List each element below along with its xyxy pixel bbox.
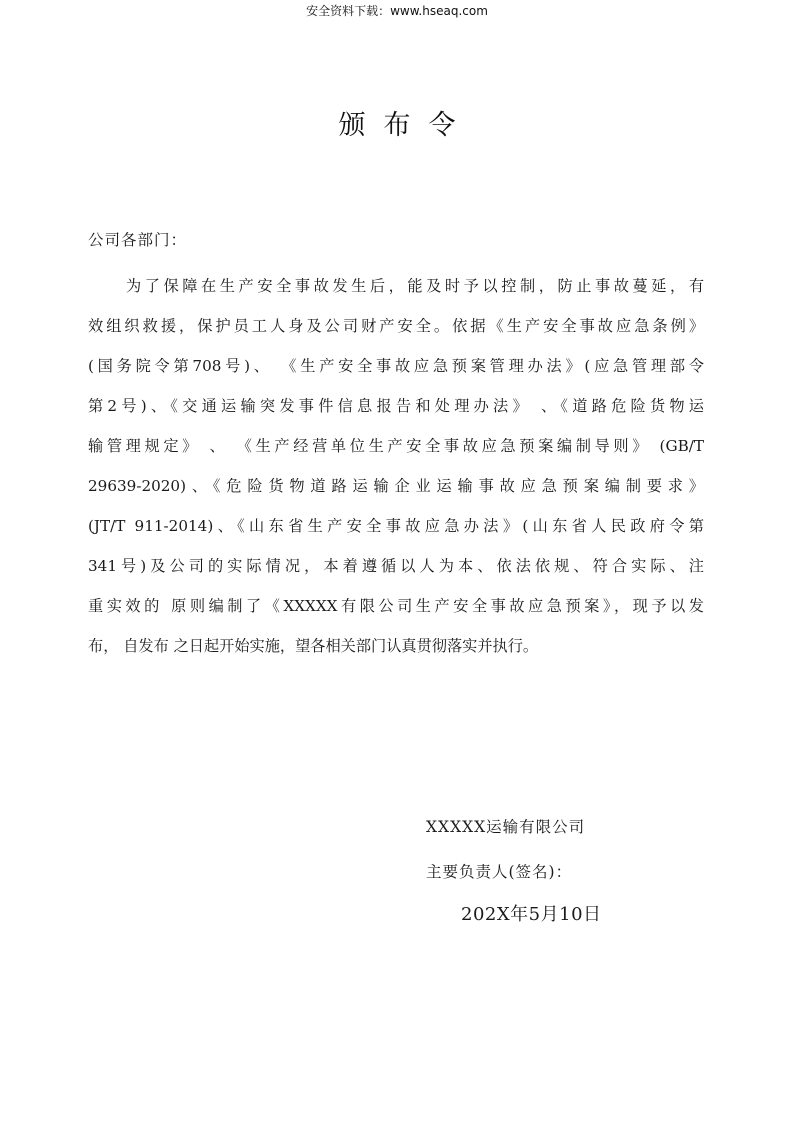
body-line: 第2号)、《交通运输突发事件信息报告和处理办法》 、《道路危险货物运 <box>88 397 704 415</box>
body-line: (国务院令第708号)、 《生产安全事故应急预案管理办法》(应急管理部令 <box>88 357 704 375</box>
company-name: XXXXX运输有限公司 <box>426 818 586 836</box>
body-line: 效组织救援，保护员工人身及公司财产安全。依据《生产安全事故应急条例》 <box>88 317 704 335</box>
body-line: 29639-2020)、《危险货物道路运输企业运输事故应急预案编制要求》 <box>88 477 704 495</box>
body-line: 为了保障在生产安全事故发生后，能及时予以控制，防止事故蔓延，有 <box>126 277 704 295</box>
body-line: 重实效的 原则编制了《XXXXX有限公司生产安全事故应急预案》，现予以发 <box>88 597 704 615</box>
body-paragraph <box>88 270 704 670</box>
body-line: 341号)及公司的实际情况，本着遵循以人为本、依法依规、符合实际、注 <box>88 557 704 575</box>
body-line: (JT/T 911-2014)、《山东省生产安全事故应急办法》(山东省人民政府令第 <box>88 517 704 535</box>
document-title: 颁布令 <box>338 110 474 141</box>
page-header-source: 安全资料下载：www.hseaq.com <box>306 4 488 18</box>
salutation: 公司各部门： <box>88 231 188 249</box>
body-line: 布， 自发布 之日起开始实施，望各相关部门认真贯彻落实并执行。 <box>88 637 539 655</box>
issue-date: 202X年5月10日 <box>461 904 602 925</box>
body-line: 输管理规定》 、 《生产经营单位生产安全事故应急预案编制导则》 (GB/T <box>88 437 704 455</box>
signatory-label: 主要负责人(签名)： <box>426 863 573 881</box>
